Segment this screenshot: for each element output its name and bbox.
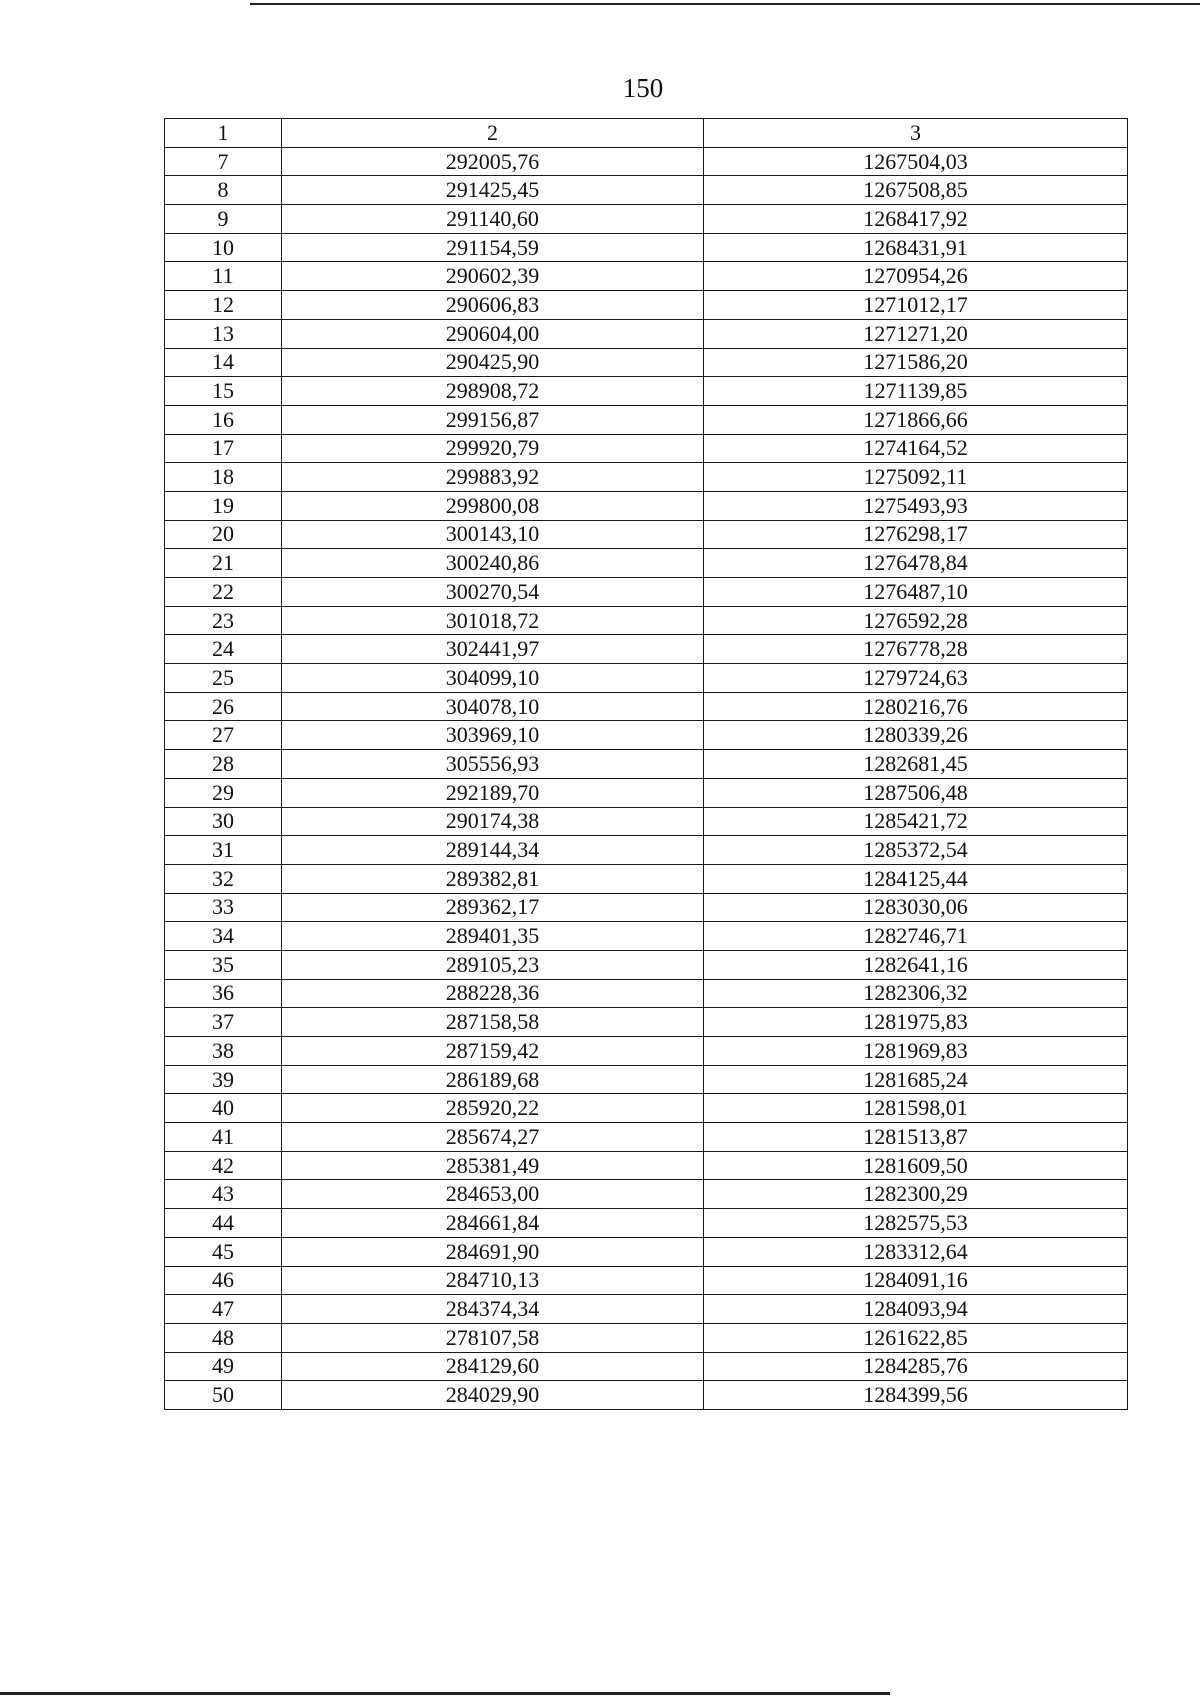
top-rule <box>250 3 1200 5</box>
page-number: 150 <box>622 73 664 103</box>
point-number-cell: 13 <box>165 319 282 348</box>
x-coordinate-cell: 300270,54 <box>282 578 704 607</box>
y-coordinate-cell: 1268431,91 <box>704 233 1128 262</box>
table-row <box>165 463 1128 492</box>
x-coordinate-cell: 284710,13 <box>282 1266 704 1295</box>
table-row <box>165 377 1128 406</box>
x-coordinate-cell: 305556,93 <box>282 750 704 779</box>
x-coordinate-cell: 286189,68 <box>282 1065 704 1094</box>
x-coordinate-cell: 284029,90 <box>282 1381 704 1410</box>
table-row <box>165 1008 1128 1037</box>
y-coordinate-cell: 1280339,26 <box>704 721 1128 750</box>
x-coordinate-cell: 298908,72 <box>282 377 704 406</box>
x-coordinate-cell: 299800,08 <box>282 491 704 520</box>
y-coordinate-cell: 1281609,50 <box>704 1151 1128 1180</box>
y-coordinate-cell: 1281969,83 <box>704 1037 1128 1066</box>
table-row <box>165 721 1128 750</box>
x-coordinate-cell: 301018,72 <box>282 606 704 635</box>
x-coordinate-cell: 290606,83 <box>282 291 704 320</box>
table-row <box>165 750 1128 779</box>
point-number-cell: 50 <box>165 1381 282 1410</box>
header-cell-col-2: 2 <box>282 119 704 148</box>
x-coordinate-cell: 291154,59 <box>282 233 704 262</box>
point-number-cell: 9 <box>165 205 282 234</box>
y-coordinate-cell: 1276298,17 <box>704 520 1128 549</box>
y-coordinate-cell: 1275092,11 <box>704 463 1128 492</box>
table-row <box>165 233 1128 262</box>
y-coordinate-cell: 1276487,10 <box>704 578 1128 607</box>
y-coordinate-cell: 1271012,17 <box>704 291 1128 320</box>
y-coordinate-cell: 1280216,76 <box>704 692 1128 721</box>
point-number-cell: 39 <box>165 1065 282 1094</box>
x-coordinate-cell: 290604,00 <box>282 319 704 348</box>
y-coordinate-cell: 1271271,20 <box>704 319 1128 348</box>
x-coordinate-cell: 302441,97 <box>282 635 704 664</box>
point-number-cell: 35 <box>165 950 282 979</box>
table-row <box>165 1295 1128 1324</box>
x-coordinate-cell: 290425,90 <box>282 348 704 377</box>
y-coordinate-cell: 1276778,28 <box>704 635 1128 664</box>
y-coordinate-cell: 1279724,63 <box>704 664 1128 693</box>
point-number-cell: 23 <box>165 606 282 635</box>
point-number-cell: 43 <box>165 1180 282 1209</box>
x-coordinate-cell: 300240,86 <box>282 549 704 578</box>
table-row <box>165 1123 1128 1152</box>
point-number-cell: 41 <box>165 1123 282 1152</box>
x-coordinate-cell: 289362,17 <box>282 893 704 922</box>
table-row <box>165 922 1128 951</box>
point-number-cell: 45 <box>165 1237 282 1266</box>
table-row <box>165 1237 1128 1266</box>
point-number-cell: 40 <box>165 1094 282 1123</box>
y-coordinate-cell: 1271866,66 <box>704 405 1128 434</box>
table-row <box>165 176 1128 205</box>
table-row <box>165 1094 1128 1123</box>
point-number-cell: 38 <box>165 1037 282 1066</box>
table-row <box>165 807 1128 836</box>
x-coordinate-cell: 284374,34 <box>282 1295 704 1324</box>
y-coordinate-cell: 1287506,48 <box>704 778 1128 807</box>
y-coordinate-cell: 1271139,85 <box>704 377 1128 406</box>
table-row <box>165 319 1128 348</box>
point-number-cell: 28 <box>165 750 282 779</box>
table-row <box>165 549 1128 578</box>
table-row <box>165 1352 1128 1381</box>
y-coordinate-cell: 1276478,84 <box>704 549 1128 578</box>
table-row <box>165 348 1128 377</box>
point-number-cell: 8 <box>165 176 282 205</box>
y-coordinate-cell: 1283312,64 <box>704 1237 1128 1266</box>
y-coordinate-cell: 1261622,85 <box>704 1323 1128 1352</box>
point-number-cell: 49 <box>165 1352 282 1381</box>
x-coordinate-cell: 289105,23 <box>282 950 704 979</box>
table-row <box>165 578 1128 607</box>
x-coordinate-cell: 299883,92 <box>282 463 704 492</box>
y-coordinate-cell: 1274164,52 <box>704 434 1128 463</box>
y-coordinate-cell: 1282641,16 <box>704 950 1128 979</box>
table-row <box>165 635 1128 664</box>
x-coordinate-cell: 303969,10 <box>282 721 704 750</box>
point-number-cell: 10 <box>165 233 282 262</box>
table-row <box>165 1180 1128 1209</box>
y-coordinate-cell: 1275493,93 <box>704 491 1128 520</box>
y-coordinate-cell: 1270954,26 <box>704 262 1128 291</box>
x-coordinate-cell: 278107,58 <box>282 1323 704 1352</box>
y-coordinate-cell: 1281598,01 <box>704 1094 1128 1123</box>
point-number-cell: 24 <box>165 635 282 664</box>
y-coordinate-cell: 1282575,53 <box>704 1209 1128 1238</box>
table-row <box>165 1037 1128 1066</box>
y-coordinate-cell: 1282300,29 <box>704 1180 1128 1209</box>
x-coordinate-cell: 291425,45 <box>282 176 704 205</box>
table-row <box>165 893 1128 922</box>
table-row <box>165 520 1128 549</box>
table-row <box>165 864 1128 893</box>
point-number-cell: 25 <box>165 664 282 693</box>
point-number-cell: 14 <box>165 348 282 377</box>
y-coordinate-cell: 1267504,03 <box>704 147 1128 176</box>
table-row <box>165 205 1128 234</box>
point-number-cell: 34 <box>165 922 282 951</box>
table-row <box>165 778 1128 807</box>
y-coordinate-cell: 1267508,85 <box>704 176 1128 205</box>
x-coordinate-cell: 287159,42 <box>282 1037 704 1066</box>
y-coordinate-cell: 1283030,06 <box>704 893 1128 922</box>
x-coordinate-cell: 289401,35 <box>282 922 704 951</box>
bottom-rule <box>0 1692 890 1695</box>
table-row <box>165 664 1128 693</box>
point-number-cell: 19 <box>165 491 282 520</box>
table-row <box>165 491 1128 520</box>
x-coordinate-cell: 288228,36 <box>282 979 704 1008</box>
x-coordinate-cell: 291140,60 <box>282 205 704 234</box>
point-number-cell: 7 <box>165 147 282 176</box>
coordinates-table <box>164 118 1128 1410</box>
y-coordinate-cell: 1276592,28 <box>704 606 1128 635</box>
y-coordinate-cell: 1281975,83 <box>704 1008 1128 1037</box>
point-number-cell: 37 <box>165 1008 282 1037</box>
point-number-cell: 48 <box>165 1323 282 1352</box>
table-row <box>165 1323 1128 1352</box>
point-number-cell: 30 <box>165 807 282 836</box>
x-coordinate-cell: 292005,76 <box>282 147 704 176</box>
point-number-cell: 27 <box>165 721 282 750</box>
y-coordinate-cell: 1284091,16 <box>704 1266 1128 1295</box>
x-coordinate-cell: 285920,22 <box>282 1094 704 1123</box>
y-coordinate-cell: 1271586,20 <box>704 348 1128 377</box>
table-row <box>165 692 1128 721</box>
table-row <box>165 950 1128 979</box>
y-coordinate-cell: 1281513,87 <box>704 1123 1128 1152</box>
header-cell-col-3: 3 <box>704 119 1128 148</box>
table-header-row <box>165 119 1128 148</box>
y-coordinate-cell: 1282746,71 <box>704 922 1128 951</box>
table-row <box>165 1381 1128 1410</box>
point-number-cell: 22 <box>165 578 282 607</box>
x-coordinate-cell: 284653,00 <box>282 1180 704 1209</box>
table-row <box>165 1266 1128 1295</box>
point-number-cell: 18 <box>165 463 282 492</box>
point-number-cell: 11 <box>165 262 282 291</box>
table-row <box>165 979 1128 1008</box>
point-number-cell: 42 <box>165 1151 282 1180</box>
y-coordinate-cell: 1284125,44 <box>704 864 1128 893</box>
x-coordinate-cell: 284661,84 <box>282 1209 704 1238</box>
x-coordinate-cell: 284129,60 <box>282 1352 704 1381</box>
x-coordinate-cell: 292189,70 <box>282 778 704 807</box>
point-number-cell: 17 <box>165 434 282 463</box>
point-number-cell: 21 <box>165 549 282 578</box>
table-row <box>165 147 1128 176</box>
y-coordinate-cell: 1268417,92 <box>704 205 1128 234</box>
y-coordinate-cell: 1282306,32 <box>704 979 1128 1008</box>
table-row <box>165 606 1128 635</box>
x-coordinate-cell: 289144,34 <box>282 836 704 865</box>
point-number-cell: 44 <box>165 1209 282 1238</box>
x-coordinate-cell: 287158,58 <box>282 1008 704 1037</box>
table-row <box>165 1065 1128 1094</box>
header-cell-col-1: 1 <box>165 119 282 148</box>
point-number-cell: 29 <box>165 778 282 807</box>
y-coordinate-cell: 1284285,76 <box>704 1352 1128 1381</box>
y-coordinate-cell: 1281685,24 <box>704 1065 1128 1094</box>
point-number-cell: 47 <box>165 1295 282 1324</box>
table-body <box>165 147 1128 1409</box>
x-coordinate-cell: 290602,39 <box>282 262 704 291</box>
point-number-cell: 36 <box>165 979 282 1008</box>
x-coordinate-cell: 299156,87 <box>282 405 704 434</box>
x-coordinate-cell: 285674,27 <box>282 1123 704 1152</box>
y-coordinate-cell: 1284093,94 <box>704 1295 1128 1324</box>
y-coordinate-cell: 1285372,54 <box>704 836 1128 865</box>
table-row <box>165 262 1128 291</box>
table-row <box>165 1209 1128 1238</box>
x-coordinate-cell: 304078,10 <box>282 692 704 721</box>
y-coordinate-cell: 1284399,56 <box>704 1381 1128 1410</box>
table-row <box>165 836 1128 865</box>
x-coordinate-cell: 299920,79 <box>282 434 704 463</box>
point-number-cell: 15 <box>165 377 282 406</box>
point-number-cell: 12 <box>165 291 282 320</box>
point-number-cell: 33 <box>165 893 282 922</box>
table-row <box>165 434 1128 463</box>
x-coordinate-cell: 285381,49 <box>282 1151 704 1180</box>
point-number-cell: 46 <box>165 1266 282 1295</box>
point-number-cell: 31 <box>165 836 282 865</box>
point-number-cell: 20 <box>165 520 282 549</box>
point-number-cell: 32 <box>165 864 282 893</box>
x-coordinate-cell: 304099,10 <box>282 664 704 693</box>
x-coordinate-cell: 284691,90 <box>282 1237 704 1266</box>
x-coordinate-cell: 300143,10 <box>282 520 704 549</box>
table-row <box>165 1151 1128 1180</box>
table-row <box>165 291 1128 320</box>
point-number-cell: 16 <box>165 405 282 434</box>
point-number-cell: 26 <box>165 692 282 721</box>
x-coordinate-cell: 289382,81 <box>282 864 704 893</box>
y-coordinate-cell: 1285421,72 <box>704 807 1128 836</box>
table-row <box>165 405 1128 434</box>
x-coordinate-cell: 290174,38 <box>282 807 704 836</box>
y-coordinate-cell: 1282681,45 <box>704 750 1128 779</box>
